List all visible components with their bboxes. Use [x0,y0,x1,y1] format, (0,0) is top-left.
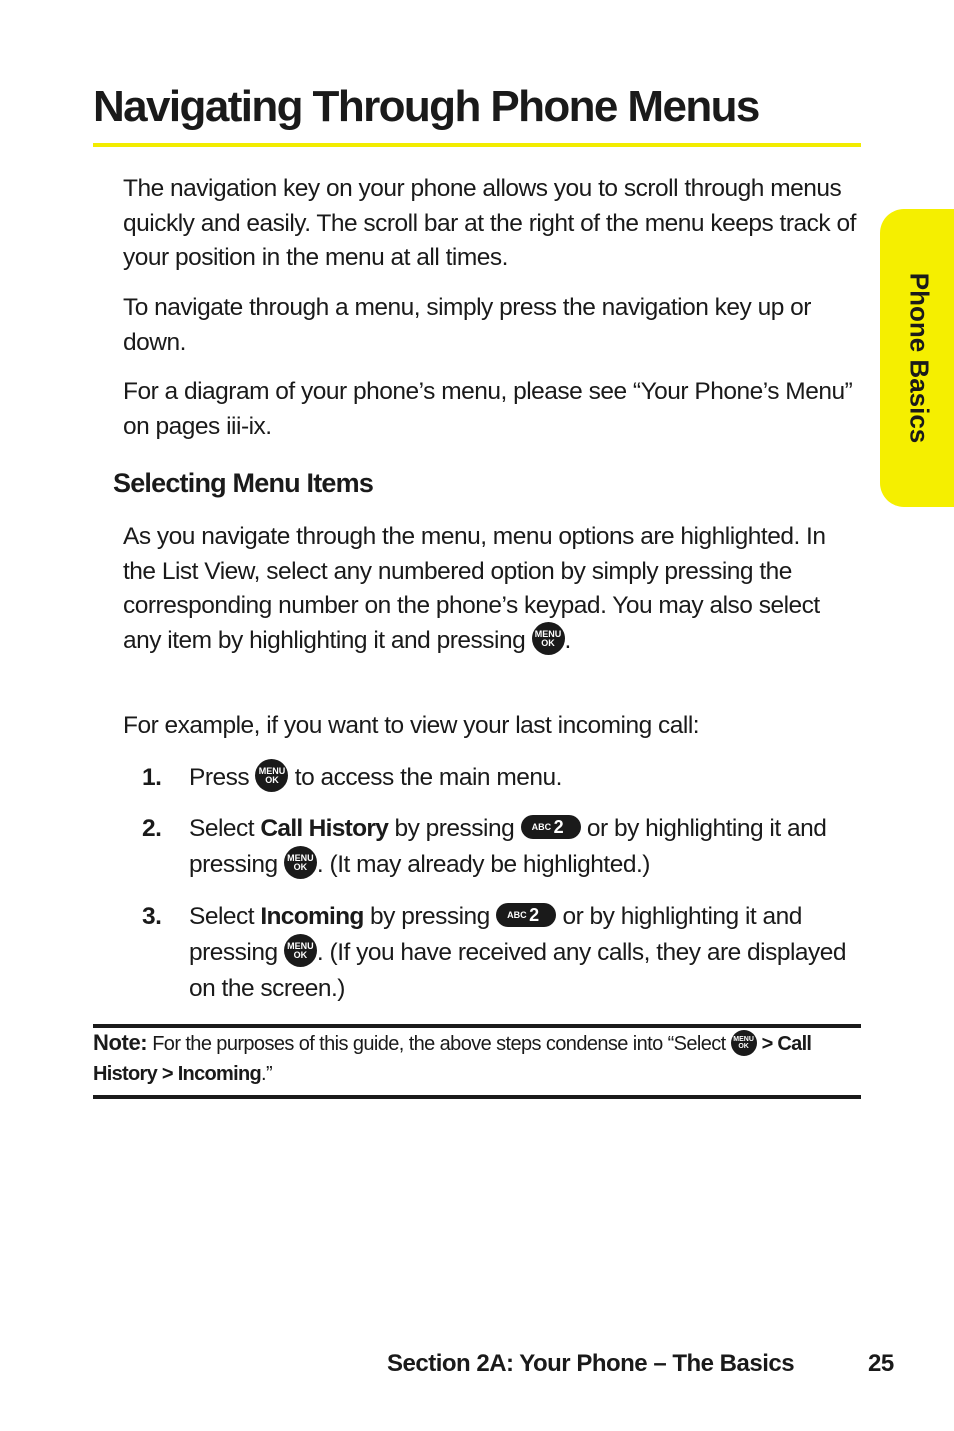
title-underline [93,143,861,147]
page-number: 25 [868,1350,894,1377]
section-heading: Selecting Menu Items [113,468,374,498]
note-menu-path: > Call History > Incoming [93,1033,812,1085]
menu-ok-key-icon: MENU OK [731,1030,757,1056]
menu-item-name: Incoming [260,903,364,930]
menu-ok-key-icon: MENU OK [284,846,317,879]
note-bottom-rule [93,1095,861,1099]
step-text: Select Incoming by pressing ABC 2 or by highlighting it and pressing MENU OK . (If you have received any calls, they are displayed on the screen.) [189,903,847,1002]
note-text: For the purposes of this guide, the above steps condense into “Select [152,1033,726,1055]
section-paragraph-1: As you navigate through the menu, menu options are highlighted. In the List View, select any numbered option by simply pressing the corresponding number on the phone’s keypad. You may also select any item by highlighting it and pressing MENU OK . [123,523,826,654]
abc-2-key-icon: ABC 2 [496,903,556,927]
menu-item-name: Call History [260,815,389,842]
abc-2-key-icon: ABC 2 [521,815,581,839]
section-paragraph-1-text: As you navigate through the menu, menu options are highlighted. In the List View, select any numbered option by simply pressing the corresponding number on the phone’s keypad. You may also select any item by highlighting it and pressing [123,523,826,654]
note: Note: For the purposes of this guide, the above steps condense into “Select MENU OK > Call History > Incoming.” [93,1030,812,1085]
step-text: Press MENU OK to access the main menu. [189,760,869,796]
note-label: Note: [93,1030,148,1055]
intro-paragraph-2: To navigate through a menu, simply press the navigation key up or down. [123,294,811,356]
footer-section-title: Section 2A: Your Phone – The Basics [387,1350,795,1377]
section-paragraph-2: For example, if you want to view your last incoming call: [123,712,700,739]
side-tab-label: Phone Basics [904,272,935,444]
page-title: Navigating Through Phone Menus [93,82,759,131]
intro-paragraph-3: For a diagram of your phone’s menu, please see “Your Phone’s Menu” on pages iii-ix. [123,378,853,440]
menu-ok-key-icon: MENU OK [255,759,288,792]
step-number: 3. [142,903,162,930]
menu-ok-key-icon: MENU OK [532,622,565,655]
menu-ok-key-icon: MENU OK [284,934,317,967]
step-number: 2. [142,815,162,842]
intro-paragraph-1: The navigation key on your phone allows you to scroll through menus quickly and easily. The scroll bar at the right of the menu keeps track of your position in the menu at all times. [123,175,856,271]
step-number: 1. [142,764,162,791]
step-text: Select Call History by pressing ABC 2 or by highlighting it and pressing MENU OK . (It may already be highlighted.) [189,815,827,878]
